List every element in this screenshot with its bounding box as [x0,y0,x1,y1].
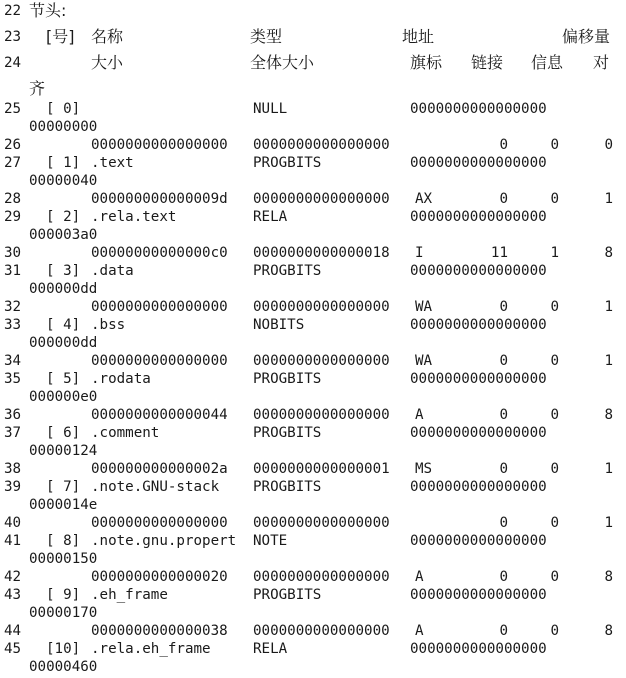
section-type: PROGBITS [253,425,322,441]
section-name: .text [91,155,134,171]
line-number: 38 [4,461,22,477]
section-entsize: 0000000000000001 [253,461,390,477]
section-offset-line [0,226,626,244]
section-index: [ 5] [46,371,81,387]
section-offset: 000000dd [29,335,98,351]
section-flags: I [415,245,424,261]
section-offset-line [0,550,626,568]
section-address: 0000000000000000 [410,317,547,333]
section-info: 0 [550,353,559,369]
section-align: 8 [604,569,613,585]
section-address: 0000000000000000 [410,263,547,279]
section-type: NOBITS [253,317,305,333]
section-address: 0000000000000000 [410,101,547,117]
section-link: 0 [499,299,508,315]
section-flags: A [415,623,424,639]
section-offset: 0000014e [29,497,98,513]
section-offset: 000000e0 [29,389,98,405]
section-size: 0000000000000038 [91,623,228,639]
section-attributes-row [0,190,626,208]
section-align: 8 [604,245,613,261]
section-align: 1 [604,461,613,477]
section-align: 0 [604,137,613,153]
section-size: 0000000000000020 [91,569,228,585]
section-row [0,370,626,388]
column-header-link: 链接 [471,53,504,72]
section-size: 0000000000000000 [91,137,228,153]
section-name: .data [91,263,134,279]
section-address: 0000000000000000 [410,425,547,441]
section-info: 0 [550,569,559,585]
section-offset-line [0,442,626,460]
column-header-address: 地址 [402,27,435,46]
line-number: 27 [4,155,22,171]
line-number: 42 [4,569,22,585]
section-index: [10] [46,641,81,657]
section-offset-line [0,658,626,676]
section-size: 00000000000000c0 [91,245,228,261]
section-entsize: 0000000000000000 [253,515,390,531]
listing-line [0,2,626,20]
section-name: .note.gnu.propert [91,533,237,549]
section-entsize: 0000000000000000 [253,299,390,315]
section-type: PROGBITS [253,371,322,387]
section-offset: 00000460 [29,659,98,675]
section-attributes-row [0,622,626,640]
section-type: PROGBITS [253,479,322,495]
section-entsize: 0000000000000000 [253,191,390,207]
section-type: RELA [253,641,288,657]
section-link: 0 [499,461,508,477]
section-name: .note.GNU-stack [91,479,220,495]
section-index: [ 6] [46,425,81,441]
section-link: 0 [499,353,508,369]
section-row [0,640,626,658]
section-link: 0 [499,407,508,423]
section-address: 0000000000000000 [410,371,547,387]
line-number: 36 [4,407,22,423]
section-row [0,262,626,280]
section-size: 000000000000002a [91,461,228,477]
section-row [0,208,626,226]
section-align: 1 [604,299,613,315]
section-index: [ 2] [46,209,81,225]
section-row [0,316,626,334]
section-attributes-row [0,352,626,370]
column-header-size: 大小 [91,53,124,72]
section-row [0,100,626,118]
section-link: 0 [499,191,508,207]
section-flags: MS [415,461,433,477]
section-attributes-row [0,406,626,424]
section-size: 0000000000000044 [91,407,228,423]
section-link: 0 [499,137,508,153]
section-type: PROGBITS [253,263,322,279]
line-number: 23 [4,29,22,45]
line-number: 43 [4,587,22,603]
section-index: [ 1] [46,155,81,171]
line-number: 34 [4,353,22,369]
section-offset-line [0,496,626,514]
section-index: [ 3] [46,263,81,279]
section-info: 0 [550,461,559,477]
section-size: 0000000000000000 [91,515,228,531]
section-address: 0000000000000000 [410,155,547,171]
section-offset-line [0,280,626,298]
section-flags: A [415,407,424,423]
column-header-line-1 [0,28,626,46]
section-offset-line [0,334,626,352]
line-number: 28 [4,191,22,207]
section-flags: AX [415,191,433,207]
section-entsize: 0000000000000018 [253,245,390,261]
section-attributes-row [0,460,626,478]
section-offset: 00000000 [29,119,98,135]
line-number: 44 [4,623,22,639]
section-type: RELA [253,209,288,225]
section-row [0,154,626,172]
section-offset-line [0,118,626,136]
section-row [0,424,626,442]
section-address: 0000000000000000 [410,209,547,225]
section-entsize: 0000000000000000 [253,353,390,369]
section-link: 0 [499,569,508,585]
section-link: 11 [490,245,508,261]
section-headers-title: 节头: [29,1,67,20]
section-info: 0 [550,623,559,639]
line-number: 22 [4,3,22,19]
section-offset-line [0,388,626,406]
line-number: 37 [4,425,22,441]
section-type: PROGBITS [253,155,322,171]
line-number: 26 [4,137,22,153]
section-address: 0000000000000000 [410,479,547,495]
line-number: 40 [4,515,22,531]
section-offset: 00000170 [29,605,98,621]
section-row [0,532,626,550]
line-number: 41 [4,533,22,549]
section-index: [ 7] [46,479,81,495]
column-header-entsize: 全体大小 [250,53,315,72]
line-number: 45 [4,641,22,657]
section-offset: 00000124 [29,443,98,459]
section-info: 0 [550,191,559,207]
section-entsize: 0000000000000000 [253,569,390,585]
section-index: [ 8] [46,533,81,549]
section-index: [ 0] [46,101,81,117]
section-align: 1 [604,191,613,207]
section-size: 0000000000000000 [91,299,228,315]
column-header-flags: 旗标 [410,53,443,72]
section-offset: 000000dd [29,281,98,297]
section-flags: A [415,569,424,585]
column-header-offset: 偏移量 [562,27,611,46]
line-number: 25 [4,101,22,117]
section-name: .bss [91,317,126,333]
section-name: .comment [91,425,160,441]
section-link: 0 [499,623,508,639]
line-number: 31 [4,263,22,279]
section-flags: WA [415,353,433,369]
section-address: 0000000000000000 [410,587,547,603]
section-attributes-row [0,568,626,586]
section-info: 0 [550,515,559,531]
section-align: 1 [604,515,613,531]
section-index: [ 9] [46,587,81,603]
section-info: 0 [550,299,559,315]
section-name: .eh_frame [91,587,168,603]
section-align: 8 [604,407,613,423]
line-number: 39 [4,479,22,495]
line-number: 29 [4,209,22,225]
column-header-wrap-line [0,80,626,98]
section-index: [ 4] [46,317,81,333]
line-number: 35 [4,371,22,387]
line-number: 32 [4,299,22,315]
section-type: NOTE [253,533,288,549]
section-name: .rela.eh_frame [91,641,211,657]
column-header-type: 类型 [250,27,283,46]
section-row [0,586,626,604]
section-row [0,478,626,496]
section-offset: 000003a0 [29,227,98,243]
section-type: NULL [253,101,288,117]
section-align: 8 [604,623,613,639]
column-header-align: 对 [593,53,610,72]
section-type: PROGBITS [253,587,322,603]
section-entsize: 0000000000000000 [253,623,390,639]
column-header-index: [号] [46,27,75,46]
column-header-align-wrap: 齐 [29,79,46,98]
section-attributes-row [0,136,626,154]
section-address: 0000000000000000 [410,641,547,657]
section-attributes-row [0,514,626,532]
line-number: 30 [4,245,22,261]
section-attributes-row [0,244,626,262]
section-offset-line [0,172,626,190]
column-header-info: 信息 [531,53,564,72]
section-link: 0 [499,515,508,531]
section-name: .rodata [91,371,151,387]
section-size: 0000000000000000 [91,353,228,369]
column-header-line-2 [0,54,626,72]
line-number: 24 [4,55,22,71]
section-entsize: 0000000000000000 [253,407,390,423]
section-offset-line [0,604,626,622]
section-entsize: 0000000000000000 [253,137,390,153]
section-info: 1 [550,245,559,261]
section-name: .rela.text [91,209,177,225]
section-size: 000000000000009d [91,191,228,207]
section-info: 0 [550,407,559,423]
section-attributes-row [0,298,626,316]
section-offset: 00000150 [29,551,98,567]
section-offset: 00000040 [29,173,98,189]
section-align: 1 [604,353,613,369]
section-info: 0 [550,137,559,153]
column-header-name: 名称 [91,27,124,46]
section-flags: WA [415,299,433,315]
section-address: 0000000000000000 [410,533,547,549]
line-number: 33 [4,317,22,333]
